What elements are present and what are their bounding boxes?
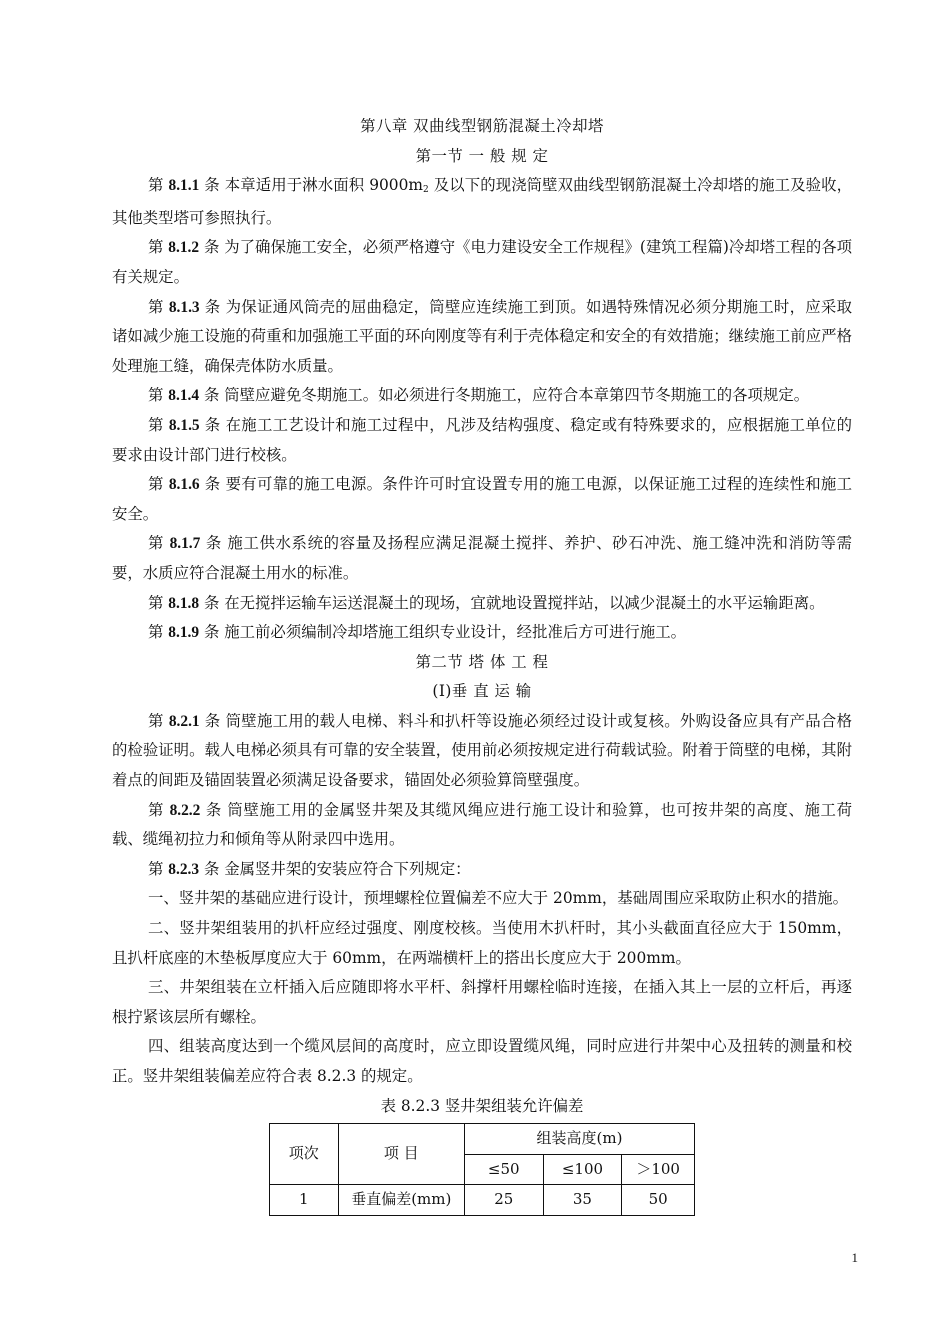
table-header-row xyxy=(270,1124,695,1155)
clause-text: 条 施工供水系统的容量及扬程应满足混凝土搅拌、养护、砂石冲洗、施工缝冲洗和消防等需要，水质应符合混凝土用水的标准。 xyxy=(112,534,852,582)
cell-value: 25 xyxy=(464,1185,543,1216)
header-item: 项 目 xyxy=(338,1124,464,1185)
clause-prefix: 第 xyxy=(148,176,169,195)
clause-8-1-7 xyxy=(112,529,852,588)
list-item-2: 二、竖井架组装用的扒杆应经过强度、刚度校核。当使用木扒杆时，其小头截面直径应大于 150mm，且扒杆底座的木垫板厚度应大于 60mm，在两端横杆上的搭出长度应大于 200mm。 xyxy=(112,919,852,967)
clause-number: 8.1.7 xyxy=(169,535,201,553)
list-item-4: 四、组装高度达到一个缆风层间的高度时，应立即设置缆风绳，同时应进行井架中心及扭转的测量和校正。竖井架组装偏差应符合表 8.2.3 的规定。 xyxy=(112,1037,852,1085)
clause-8-1-4 xyxy=(112,381,852,411)
cell-index: 1 xyxy=(270,1185,339,1216)
clause-8-1-1 xyxy=(112,171,852,233)
table-row xyxy=(270,1185,695,1216)
header-col: ≤100 xyxy=(543,1154,622,1185)
header-col: ＞100 xyxy=(622,1154,695,1185)
document-page xyxy=(112,112,852,1216)
clause-number: 8.1.5 xyxy=(168,416,200,434)
superscript: 2 xyxy=(422,185,429,196)
clause-number: 8.1.6 xyxy=(168,476,200,494)
clause-text: 条 筒壁施工用的金属竖井架及其缆风绳应进行施工设计和验算，也可按井架的高度、施工荷载、缆绳初拉力和倾角等从附录四中选用。 xyxy=(112,800,852,849)
clause-8-1-2 xyxy=(112,233,852,292)
clause-8-2-1 xyxy=(112,707,852,796)
clause-8-1-3 xyxy=(112,293,852,382)
clause-number: 8.2.2 xyxy=(169,801,201,819)
clause-number: 8.1.9 xyxy=(168,624,200,642)
header-col: ≤50 xyxy=(464,1154,543,1185)
section-title-2: 第二节 塔 体 工 程 xyxy=(415,652,549,671)
clause-text: 条 金属竖井架的安装应符合下列规定： xyxy=(199,859,471,878)
clause-prefix: 第 xyxy=(148,859,169,878)
clause-text: 条 筒壁应避免冬期施工。如必须进行冬期施工，应符合本章第四节冬期施工的各项规定。 xyxy=(199,386,810,405)
clause-prefix: 第 xyxy=(148,534,170,553)
clause-number: 8.1.3 xyxy=(168,298,200,316)
cell-value: 35 xyxy=(543,1185,622,1216)
clause-8-2-2 xyxy=(112,796,852,855)
clause-number: 8.1.2 xyxy=(168,239,200,257)
clause-prefix: 第 xyxy=(148,297,169,316)
clause-number: 8.1.1 xyxy=(168,177,200,195)
clause-8-1-5 xyxy=(112,411,852,470)
clause-text: 条 筒壁施工用的载人电梯、料斗和扒杆等设施必须经过设计或复核。外购设备应具有产品合格的检验证明。载人电梯必须具有可靠的安全装置，使用前必须按规定进行荷载试验。附着于筒壁的电梯，其附着点的间距及锚固装置必须满足设备要求，锚固处必须验算筒壁强度。 xyxy=(112,711,852,790)
section-title-1: 第一节 一 般 规 定 xyxy=(415,146,549,165)
clause-text: 条 要有可靠的施工电源。条件许可时宜设置专用的施工电源，以保证施工过程的连续性和施工安全。 xyxy=(112,475,852,523)
subsection-title: (Ⅰ)垂 直 运 输 xyxy=(432,682,532,701)
clause-text: 条 本章适用于淋水面积 9000m xyxy=(199,176,423,195)
clause-prefix: 第 xyxy=(148,475,169,494)
chapter-title: 第八章 双曲线型钢筋混凝土冷却塔 xyxy=(360,117,604,135)
cell-value: 50 xyxy=(622,1185,695,1216)
clause-text: 条 在施工工艺设计和施工过程中，凡涉及结构强度、稳定或有特殊要求的，应根据施工单位的要求由设计部门进行校核。 xyxy=(112,415,852,464)
list-item-1: 一、竖井架的基础应进行设计，预埋螺栓位置偏差不应大于 20mm，基础周围应采取防止积水的措施。 xyxy=(148,889,849,908)
clause-number: 8.2.3 xyxy=(168,860,200,878)
clause-8-1-8 xyxy=(112,589,852,619)
clause-prefix: 第 xyxy=(148,593,169,612)
clause-text-rest: 及以下的现浇筒壁双曲线型钢筋混凝土冷却塔的施工及验收，其他类型塔可参照执行。 xyxy=(112,176,852,227)
clause-8-1-6 xyxy=(112,470,852,529)
header-group: 组装高度(m) xyxy=(464,1124,694,1155)
clause-text: 条 在无搅拌运输车运送混凝土的现场，宜就地设置搅拌站，以减少混凝土的水平运输距离。 xyxy=(199,593,825,612)
clause-prefix: 第 xyxy=(148,415,169,434)
clause-prefix: 第 xyxy=(148,711,169,730)
clause-text: 条 为了确保施工安全，必须严格遵守《电力建设安全工作规程》(建筑工程篇)冷却塔工程的各项有关规定。 xyxy=(112,238,852,286)
table-caption: 表 8.2.3 竖井架组装允许偏差 xyxy=(380,1096,584,1115)
clause-number: 8.1.4 xyxy=(168,387,200,405)
cell-item: 垂直偏差(mm) xyxy=(338,1185,464,1216)
clauses-section-2 xyxy=(112,707,852,1092)
clause-number: 8.2.1 xyxy=(168,712,200,730)
clauses-section-1 xyxy=(112,171,852,648)
clause-number: 8.1.8 xyxy=(168,594,200,612)
clause-prefix: 第 xyxy=(148,623,169,642)
clause-prefix: 第 xyxy=(148,238,169,257)
clause-prefix: 第 xyxy=(148,386,169,405)
clause-text: 条 施工前必须编制冷却塔施工组织专业设计，经批准后方可进行施工。 xyxy=(199,623,686,642)
clause-8-2-3 xyxy=(112,855,852,885)
clause-prefix: 第 xyxy=(148,800,170,819)
header-index: 项次 xyxy=(270,1124,339,1185)
clause-text: 条 为保证通风筒壳的屈曲稳定，筒壁应连续施工到顶。如遇特殊情况必须分期施工时，应采取诸如减少施工设施的荷重和加强施工平面的环向刚度等有利于壳体稳定和安全的有效措施；继续施工前应严格处理施工缝，确保壳体防水质量。 xyxy=(112,297,852,375)
page-number: 1 xyxy=(851,1250,858,1265)
list-item-3: 三、井架组装在立杆插入后应随即将水平杆、斜撑杆用螺栓临时连接，在插入其上一层的立杆后，再逐根拧紧该层所有螺栓。 xyxy=(112,978,852,1026)
tolerance-table xyxy=(269,1123,695,1216)
clause-8-1-9 xyxy=(112,618,852,648)
